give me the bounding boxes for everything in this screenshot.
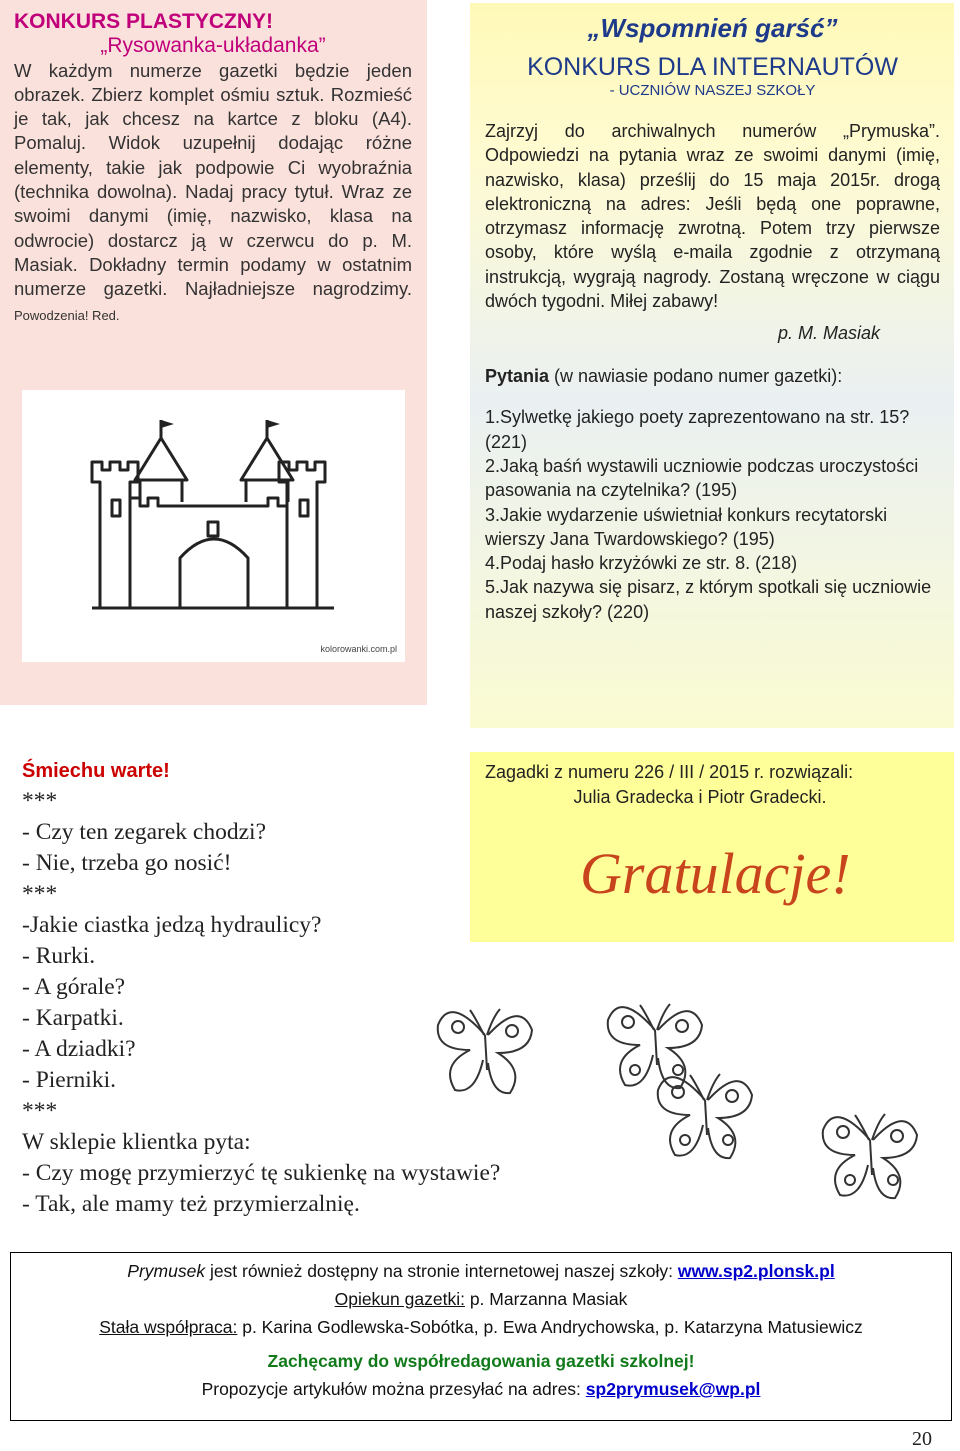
solved-heading: Zagadki z numeru 226 / III / 2015 r. rozwiązali: — [485, 762, 854, 782]
question-item: 1.Sylwetkę jakiego poety zaprezentowano na str. 15? (221) — [485, 407, 910, 452]
internet-subheading: - UCZNIÓW NASZEJ SZKOŁY — [609, 82, 816, 99]
footer-website-text: jest również dostępny na stronie internetowej naszej szkoły: — [205, 1261, 678, 1281]
butterfly-icon — [815, 1100, 925, 1210]
joke-line: W sklepie klientka pyta: — [22, 1129, 251, 1155]
joke-line: - A górale? — [22, 974, 126, 1000]
collaborators-names: p. Karina Godlewska-Sobótka, p. Ewa Andrychowska, p. Katarzyna Matusiewicz — [237, 1317, 863, 1337]
joke-line: - Nie, trzeba go nosić! — [22, 850, 232, 876]
footer-email-line — [11, 1375, 951, 1403]
page-number: 20 — [912, 1428, 932, 1450]
footer-website-line — [11, 1257, 951, 1285]
joke-line: - Tak, ale mamy też przymierzalnię. — [22, 1191, 360, 1217]
question-item: 5.Jak nazywa się pisarz, z którym spotkali się uczniowie naszej szkoły? (220) — [485, 577, 932, 622]
joke-line: - Karpatki. — [22, 1005, 124, 1031]
footer-editor-line — [11, 1285, 951, 1313]
congratulations-text: Gratulacje! — [580, 841, 851, 906]
joke-line: -Jakie ciastka jedzą hydraulicy? — [22, 912, 322, 938]
internet-title: „Wspomnień garść” — [587, 13, 838, 43]
contest-signoff: Powodzenia! Red. — [14, 307, 120, 323]
questions-label: Pytania — [485, 366, 550, 387]
joke-line: *** — [22, 788, 58, 814]
submission-email-link[interactable]: sp2prymusek@wp.pl — [585, 1379, 761, 1399]
contest-subtitle: „Rysowanka-układanka” — [100, 34, 326, 58]
butterfly-icon — [650, 1060, 760, 1170]
contest-body-text: W każdym numerze gazetki będzie jeden obrazek. Zbierz komplet ośmiu sztuk. Rozmieść je tak, jak chcesz na kartce z bloku (A4). Pomaluj. Widok uzupełnij dodając różne elementy, takie jak podpowie Ci wyobraźnia (technika dowolna). Nadaj pracy tytuł. Wraz ze swoimi danymi (imię, nazwisko, klasa na odwrocie) dostarcz ją w czerwcu do p. M. Masiak. Dokładny termin podamy w ostatnim numerze gazetki. Najładniejsze nagrodzimy. — [14, 59, 412, 300]
internet-body: Zajrzyj do archiwalnych numerów „Prymuska”. Odpowiedzi na pytania wraz ze swoimi danymi (imię, nazwisko, klasa) prześlij do 15 maja 2015r. drogą elektroniczną na adres: Jeśli będą one poprawne, otrzymasz informację zwrotną. Potem trzy pierwsze osoby, które wyślą e-maila zgodnie z otrzymaną instrukcją, wygrają nagrody. Zostaną wręczone w ciągu dwóch tygodni. Miłej zabawy! — [485, 121, 940, 312]
jokes-title: Śmiechu warte! — [22, 760, 170, 782]
castle-drawing — [22, 390, 405, 662]
contest-title: KONKURS PLASTYCZNY! — [14, 10, 274, 33]
editor-name: p. Marzanna Masiak — [464, 1289, 628, 1309]
solved-names: Julia Gradecka i Piotr Gradecki. — [573, 787, 827, 807]
internet-heading: KONKURS DLA INTERNAUTÓW — [527, 53, 898, 81]
internet-contest-panel — [470, 3, 954, 728]
footer-collaborators-line — [11, 1313, 951, 1341]
joke-line: - Pierniki. — [22, 1067, 116, 1093]
joke-line: - Rurki. — [22, 943, 96, 969]
contest-body — [14, 59, 412, 328]
newspaper-name: Prymusek — [127, 1261, 206, 1281]
footer-box — [10, 1252, 952, 1421]
school-website-link[interactable]: www.sp2.plonsk.pl — [677, 1261, 835, 1281]
butterfly-icon — [430, 995, 540, 1105]
footer-invitation: Zachęcamy do współredagowania gazetki szkolnej! — [267, 1351, 695, 1371]
joke-line: - A dziadki? — [22, 1036, 136, 1062]
question-item: 2.Jaką baśń wystawili uczniowie podczas uroczystości pasowania na czytelnika? (195) — [485, 455, 919, 501]
image-credit: kolorowanki.com.pl — [320, 644, 397, 654]
internet-signature: p. M. Masiak — [777, 323, 880, 344]
question-item: 4.Podaj hasło krzyżówki ze str. 8. (218) — [485, 553, 798, 574]
joke-line: - Czy mogę przymierzyć tę sukienkę na wystawie? — [22, 1160, 501, 1186]
questions-heading — [485, 366, 940, 387]
question-item: 3.Jakie wydarzenie uświetniał konkurs recytatorski wierszy Jana Twardowskiego? (195) — [485, 504, 888, 549]
footer-email-text: Propozycje artykułów można przesyłać na adres: — [201, 1379, 586, 1399]
joke-line: *** — [22, 881, 58, 907]
art-contest-panel — [0, 0, 427, 705]
castle-coloring-image — [22, 390, 405, 662]
joke-line: - Czy ten zegarek chodzi? — [22, 819, 267, 845]
questions-note: (w nawiasie podano numer gazetki): — [554, 366, 843, 387]
editor-label: Opiekun gazetki: — [334, 1289, 465, 1309]
collaborators-label: Stała współpraca: — [99, 1317, 238, 1337]
joke-line: *** — [22, 1098, 58, 1124]
